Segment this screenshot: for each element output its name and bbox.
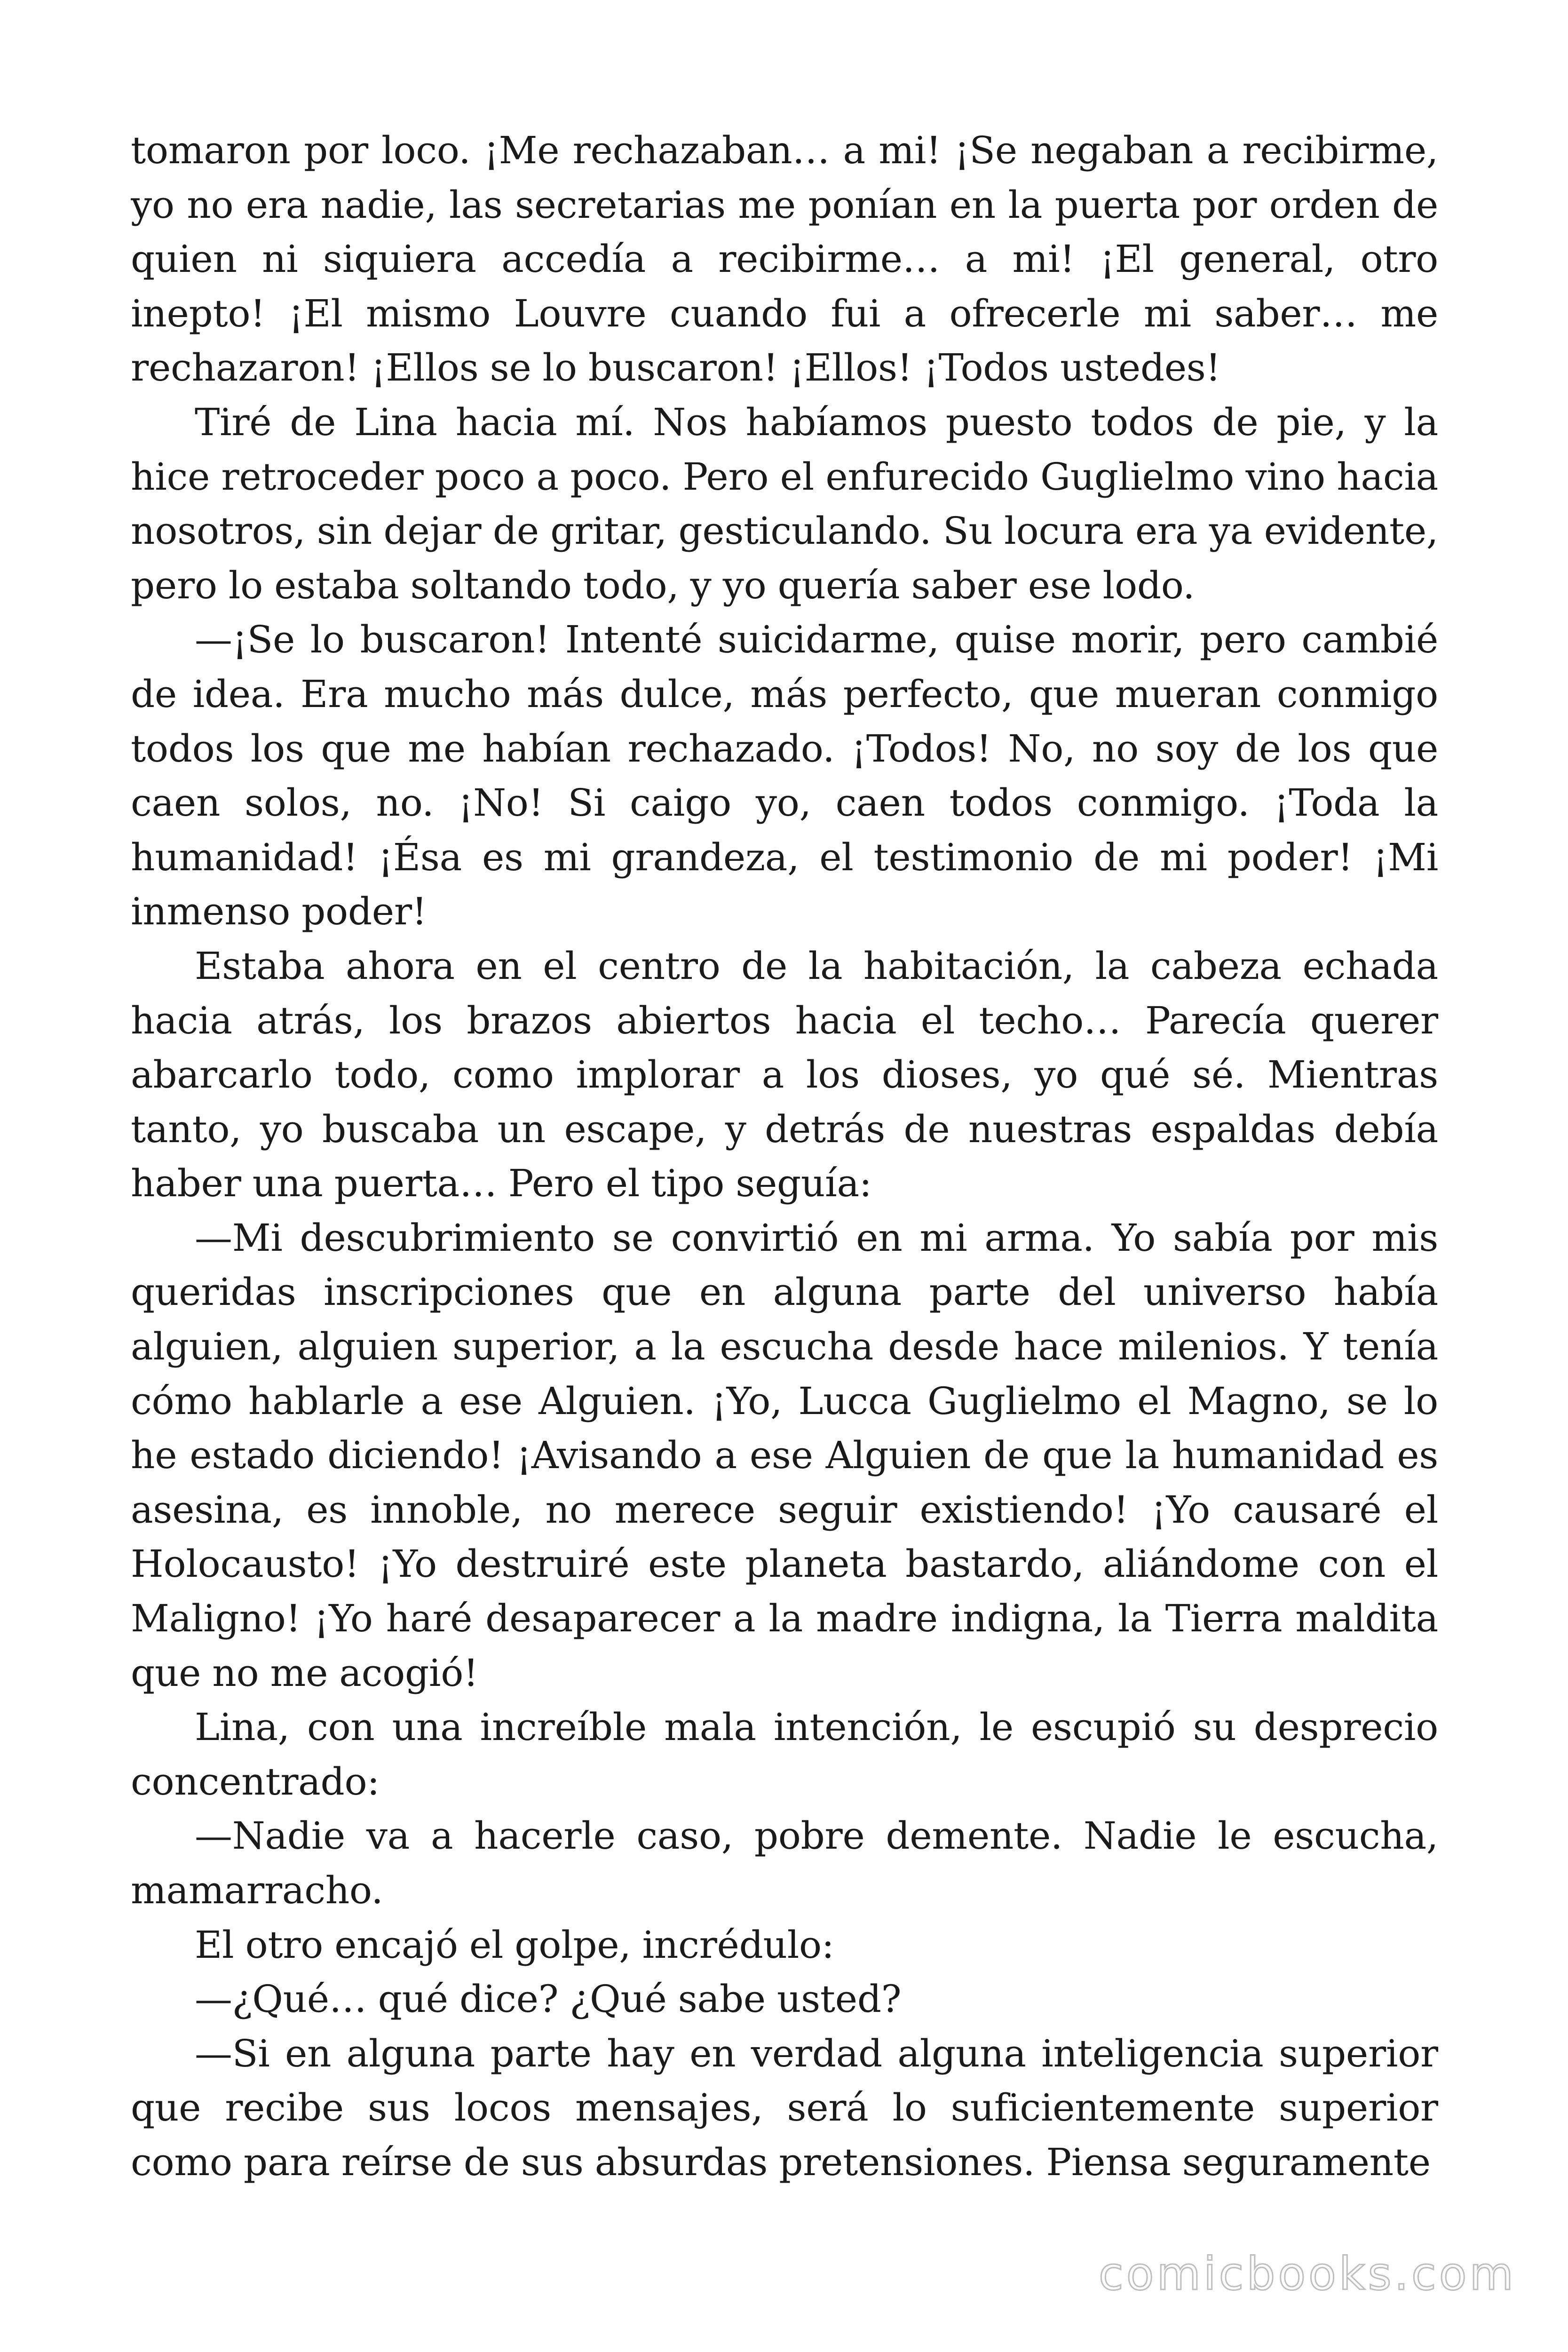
paragraph-4: Estaba ahora en el centro de la habitación, la cabeza echada hacia atrás, los brazos abiertos hacia el techo… Parecía querer abarcarlo todo, como implorar a los dioses, yo qué sé. Mientras tanto, yo buscaba un escape, y detrás de nuestras espaldas debía haber una puerta… Pero el tipo seguía: xyxy=(131,944,1438,1206)
paragraph-1: tomaron por loco. ¡Me rechazaban… a mi! ¡Se negaban a recibirme, yo no era nadie, las secretarias me ponían en la puerta por orden de quien ni siquiera accedía a recibirme… a mi! ¡El general, otro inepto! ¡El mismo Louvre cuando fui a ofrecerle mi saber… me rechazaron! ¡Ellos se lo buscaron! ¡Ellos! ¡Todos ustedes! xyxy=(131,128,1438,390)
book-page xyxy=(131,123,1438,2193)
paragraph-6: Lina, con una increíble mala intención, le escupió su desprecio concentrado: xyxy=(131,1705,1438,1804)
paragraph-9: —¿Qué… qué dice? ¿Qué sabe usted? xyxy=(195,1977,902,2021)
paragraph-3: —¡Se lo buscaron! Intenté suicidarme, quise morir, pero cambié de idea. Era mucho más dulce, más perfecto, que mueran conmigo todos los que me habían rechazado. ¡Todos! No, no soy de los que caen solos, no. ¡No! Si caigo yo, caen todos conmigo. ¡Toda la humanidad! ¡Ésa es mi grandeza, el testimonio de mi poder! ¡Mi inmenso poder! xyxy=(131,618,1438,934)
watermark-text: comicbooks.com xyxy=(1098,2248,1516,2300)
paragraph-8: El otro encajó el golpe, incrédulo: xyxy=(195,1923,834,1967)
paragraph-5: —Mi descubrimiento se convirtió en mi arma. Yo sabía por mis queridas inscripciones que en alguna parte del universo había alguien, alguien superior, a la escucha desde hace milenios. Y tenía cómo hablarle a ese Alguien. ¡Yo, Lucca Guglielmo el Magno, se lo he estado diciendo! ¡Avisando a ese Alguien de que la humanidad es asesina, es innoble, no merece seguir existiendo! ¡Yo causaré el Holocausto! ¡Yo destruiré este planeta bastardo, aliándome con el Maligno! ¡Yo haré desaparecer a la madre indigna, la Tierra maldita que no me acogió! xyxy=(131,1216,1438,1695)
paragraph-2: Tiré de Lina hacia mí. Nos habíamos puesto todos de pie, y la hice retroceder poco a poco. Pero el enfurecido Guglielmo vino hacia nosotros, sin dejar de gritar, gesticulando. Su locura era ya evidente, pero lo estaba soltando todo, y yo quería saber ese lodo. xyxy=(131,400,1438,607)
paragraph-7: —Nadie va a hacerle caso, pobre demente. Nadie le escucha, mamarracho. xyxy=(131,1814,1438,1912)
paragraph-10: —Si en alguna parte hay en verdad alguna inteligencia superior que recibe sus locos mensajes, será lo suficientemente superior como para reírse de sus absurdas pretensiones. Piensa seguramente xyxy=(131,2031,1438,2184)
